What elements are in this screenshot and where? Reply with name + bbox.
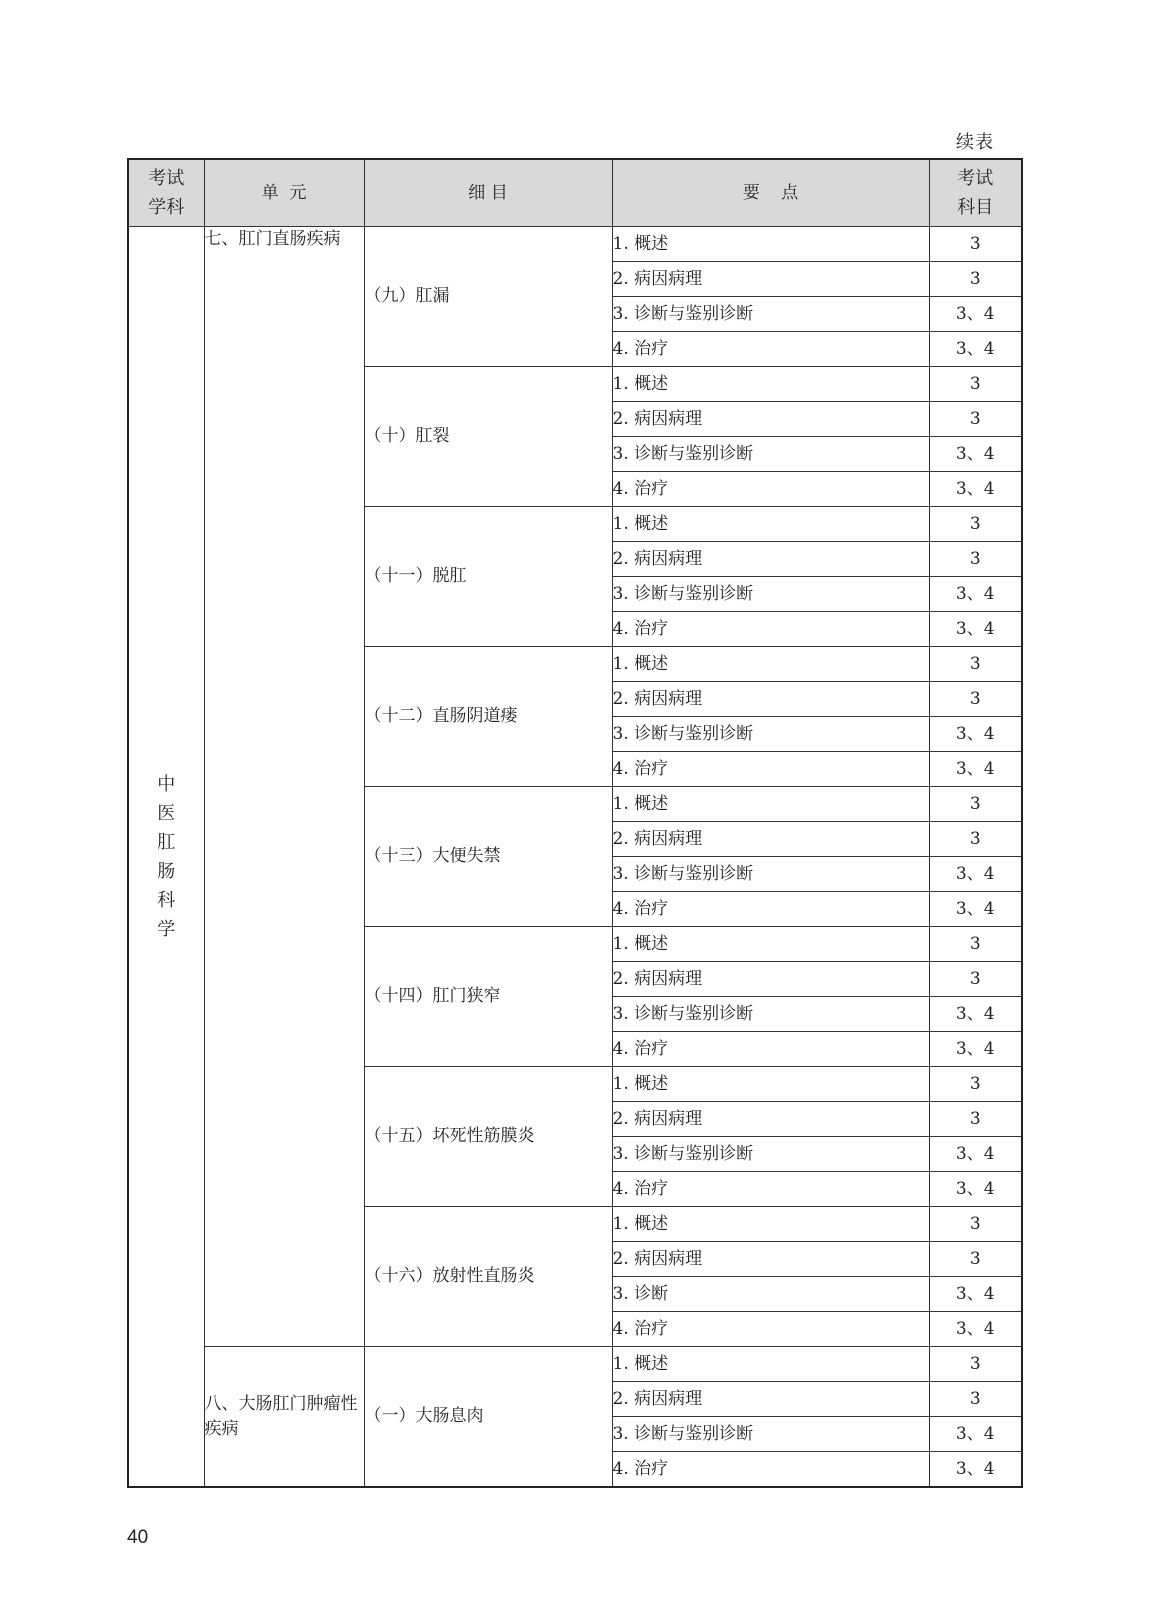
point-cell: 1. 概述	[612, 227, 929, 262]
level-cell: 3、4	[929, 892, 1022, 927]
point-cell: 3. 诊断与鉴别诊断	[612, 997, 929, 1032]
level-cell: 3	[929, 542, 1022, 577]
point-cell: 4. 治疗	[612, 332, 929, 367]
point-cell: 4. 治疗	[612, 892, 929, 927]
point-cell: 2. 病因病理	[612, 402, 929, 437]
point-cell: 3. 诊断与鉴别诊断	[612, 437, 929, 472]
point-cell: 1. 概述	[612, 1207, 929, 1242]
level-cell: 3	[929, 1382, 1022, 1417]
detail-cell: （十）肛裂	[364, 367, 612, 507]
detail-cell: （十三）大便失禁	[364, 787, 612, 927]
continued-label: 续表	[956, 132, 994, 153]
level-cell: 3	[929, 1067, 1022, 1102]
level-cell: 3	[929, 1347, 1022, 1382]
subject-cell	[128, 227, 204, 1488]
point-cell: 1. 概述	[612, 927, 929, 962]
level-cell: 3、4	[929, 857, 1022, 892]
point-cell: 3. 诊断	[612, 1277, 929, 1312]
point-cell: 1. 概述	[612, 507, 929, 542]
level-cell: 3、4	[929, 437, 1022, 472]
level-cell: 3	[929, 927, 1022, 962]
level-cell: 3、4	[929, 297, 1022, 332]
point-cell: 2. 病因病理	[612, 822, 929, 857]
page-number: 40	[127, 1527, 149, 1548]
level-cell: 3	[929, 962, 1022, 997]
point-cell: 2. 病因病理	[612, 262, 929, 297]
level-cell: 3	[929, 822, 1022, 857]
header-points: 要 点	[612, 159, 929, 227]
level-cell: 3、4	[929, 1452, 1022, 1488]
level-cell: 3	[929, 682, 1022, 717]
point-cell: 1. 概述	[612, 1067, 929, 1102]
level-cell: 3、4	[929, 332, 1022, 367]
level-cell: 3	[929, 402, 1022, 437]
level-cell: 3、4	[929, 1417, 1022, 1452]
level-cell: 3	[929, 647, 1022, 682]
table-row	[128, 227, 1022, 262]
point-cell: 3. 诊断与鉴别诊断	[612, 1137, 929, 1172]
point-cell: 4. 治疗	[612, 1172, 929, 1207]
level-cell: 3、4	[929, 577, 1022, 612]
subject-label: 中医肛肠科学	[157, 773, 176, 940]
level-cell: 3、4	[929, 1172, 1022, 1207]
level-cell: 3	[929, 367, 1022, 402]
detail-cell: （十一）脱肛	[364, 507, 612, 647]
level-cell: 3、4	[929, 997, 1022, 1032]
point-cell: 2. 病因病理	[612, 1382, 929, 1417]
level-cell: 3	[929, 787, 1022, 822]
point-cell: 1. 概述	[612, 647, 929, 682]
level-cell: 3、4	[929, 612, 1022, 647]
point-cell: 1. 概述	[612, 367, 929, 402]
level-cell: 3、4	[929, 717, 1022, 752]
level-cell: 3、4	[929, 1032, 1022, 1067]
level-cell: 3、4	[929, 1137, 1022, 1172]
detail-cell: （十五）坏死性筋膜炎	[364, 1067, 612, 1207]
point-cell: 4. 治疗	[612, 1312, 929, 1347]
table-row	[128, 1347, 1022, 1382]
point-cell: 4. 治疗	[612, 752, 929, 787]
unit-cell: 七、肛门直肠疾病	[204, 227, 364, 1347]
point-cell: 1. 概述	[612, 787, 929, 822]
header-subject: 考试学科	[128, 159, 204, 227]
unit-cell: 八、大肠肛门肿瘤性疾病	[204, 1347, 364, 1488]
header-level: 考试科目	[929, 159, 1022, 227]
point-cell: 4. 治疗	[612, 472, 929, 507]
table-header-row	[128, 159, 1022, 227]
level-cell: 3、4	[929, 472, 1022, 507]
point-cell: 2. 病因病理	[612, 542, 929, 577]
level-cell: 3、4	[929, 1312, 1022, 1347]
point-cell: 2. 病因病理	[612, 682, 929, 717]
level-cell: 3	[929, 227, 1022, 262]
level-cell: 3	[929, 1207, 1022, 1242]
level-cell: 3、4	[929, 1277, 1022, 1312]
level-cell: 3	[929, 1242, 1022, 1277]
level-cell: 3、4	[929, 752, 1022, 787]
detail-cell: （十四）肛门狭窄	[364, 927, 612, 1067]
point-cell: 2. 病因病理	[612, 962, 929, 997]
detail-cell: （十二）直肠阴道瘘	[364, 647, 612, 787]
header-unit: 单 元	[204, 159, 364, 227]
point-cell: 4. 治疗	[612, 1452, 929, 1488]
point-cell: 2. 病因病理	[612, 1102, 929, 1137]
level-cell: 3	[929, 1102, 1022, 1137]
point-cell: 4. 治疗	[612, 1032, 929, 1067]
syllabus-table	[127, 158, 1023, 1488]
level-cell: 3	[929, 262, 1022, 297]
point-cell: 3. 诊断与鉴别诊断	[612, 577, 929, 612]
level-cell: 3	[929, 507, 1022, 542]
detail-cell: （一）大肠息肉	[364, 1347, 612, 1488]
point-cell: 3. 诊断与鉴别诊断	[612, 297, 929, 332]
point-cell: 3. 诊断与鉴别诊断	[612, 717, 929, 752]
point-cell: 3. 诊断与鉴别诊断	[612, 1417, 929, 1452]
point-cell: 2. 病因病理	[612, 1242, 929, 1277]
point-cell: 4. 治疗	[612, 612, 929, 647]
detail-cell: （九）肛漏	[364, 227, 612, 367]
detail-cell: （十六）放射性直肠炎	[364, 1207, 612, 1347]
point-cell: 3. 诊断与鉴别诊断	[612, 857, 929, 892]
header-detail: 细 目	[364, 159, 612, 227]
point-cell: 1. 概述	[612, 1347, 929, 1382]
